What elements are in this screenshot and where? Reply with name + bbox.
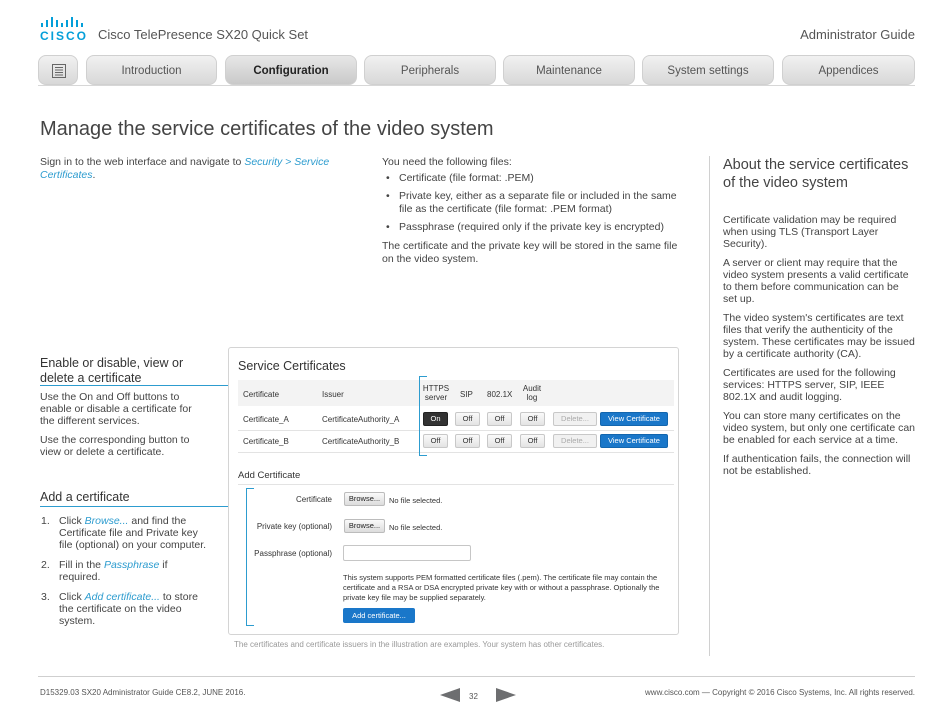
- list-item: • Certificate (file format: .PEM): [382, 172, 682, 185]
- tab-introduction[interactable]: Introduction: [86, 55, 217, 85]
- footer-divider: [38, 676, 915, 677]
- service-toggles-bracket: [419, 376, 427, 456]
- certificate-table: [238, 380, 674, 454]
- sidebar-paragraph: Certificate validation may be required when using TLS (Transport Layer Security).: [723, 214, 897, 250]
- column-header-https-line2: server: [424, 393, 448, 402]
- illustration-caption: The certificates and certificate issuers in the illustration are examples. Your system has other certificates.: [234, 640, 605, 649]
- page-number: 32: [469, 692, 478, 701]
- view-certificate-button[interactable]: View Certificate: [600, 412, 668, 426]
- step-number: 1.: [41, 515, 50, 527]
- column-header-audit-line1: Audit: [522, 384, 542, 393]
- certificate-file-status: No file selected.: [389, 496, 443, 505]
- https-toggle-on-button[interactable]: On: [423, 412, 448, 426]
- page-title: Manage the service certificates of the video system: [40, 118, 494, 140]
- tab-peripherals[interactable]: Peripherals: [364, 55, 496, 85]
- https-toggle-button[interactable]: Off: [423, 434, 448, 448]
- sidebar-paragraph: The video system's certificates are text files that verify the authenticity of the system. These certificates may be issued by a certificate authority (CA).: [723, 312, 915, 360]
- passphrase-link: Passphrase: [103, 559, 160, 571]
- pem-format-note: This system supports PEM formatted certificate files (.pem). The certificate file may contain the certificate and a RSA or DSA encrypted private key with or without a passphrase. Optionally the private key file may be supplied separately.: [343, 573, 660, 602]
- enable-annotation-text: [40, 391, 200, 465]
- step-text: and find the Certificate file and Private key file (optional) on your computer.: [59, 515, 207, 551]
- view-certificate-button[interactable]: View Certificate: [600, 434, 668, 448]
- passphrase-input[interactable]: [343, 545, 471, 561]
- audit-toggle-button[interactable]: Off: [520, 412, 545, 426]
- step-text: to store the certificate on the video system.: [59, 591, 198, 627]
- column-header-issuer: Issuer: [322, 390, 344, 399]
- row-divider: [238, 430, 674, 431]
- list-item: [40, 515, 210, 551]
- column-header-sip: SIP: [460, 390, 473, 399]
- step-number: 3.: [41, 591, 50, 603]
- column-header-8021x: 802.1X: [487, 390, 513, 399]
- intro-navigation-text: [40, 156, 340, 182]
- sidebar-paragraph: Certificates are used for the following services: HTTPS server, SIP, IEEE 802.1X and audit logging.: [723, 367, 896, 403]
- column-header-audit-line2: log: [526, 393, 538, 402]
- files-outro: The certificate and the private key will be stored in the same file on the video system.: [382, 240, 678, 265]
- tab-maintenance[interactable]: Maintenance: [503, 55, 635, 85]
- step-text: Fill in the: [59, 559, 104, 571]
- row-divider: [238, 452, 674, 453]
- private-key-file-status: No file selected.: [389, 523, 443, 532]
- certificate-name: Certificate_B: [243, 437, 289, 446]
- add-certificate-button[interactable]: Add certificate...: [343, 608, 415, 623]
- step-number: 2.: [41, 559, 50, 571]
- browse-private-key-button[interactable]: Browse...: [344, 519, 385, 533]
- dot1x-toggle-button[interactable]: Off: [487, 412, 512, 426]
- column-divider: [709, 156, 710, 656]
- service-certificates-link[interactable]: Security > Service Certificates: [40, 156, 330, 181]
- list-item: [40, 591, 210, 627]
- step-text: Click: [59, 515, 85, 527]
- cisco-logo-text: CISCO: [40, 29, 89, 43]
- contents-menu-button[interactable]: [38, 55, 78, 85]
- add-certificate-heading: Add Certificate: [238, 470, 301, 481]
- sip-toggle-button[interactable]: Off: [455, 412, 480, 426]
- add-annotation-title: Add a certificate: [40, 490, 130, 504]
- column-header-certificate: Certificate: [243, 390, 280, 399]
- previous-page-icon[interactable]: [440, 688, 460, 702]
- private-key-label: Private key (optional): [256, 522, 332, 531]
- browse-certificate-button[interactable]: Browse...: [344, 492, 385, 506]
- intro-prefix: Sign in to the web interface and navigate to: [40, 156, 245, 168]
- dot1x-toggle-button[interactable]: Off: [487, 434, 512, 448]
- annotation-rule: [40, 506, 194, 507]
- certificate-issuer: CertificateAuthority_A: [322, 415, 400, 424]
- audit-toggle-button[interactable]: Off: [520, 434, 545, 448]
- list-item: • Private key, either as a separate file or included in the same file as the certificate (file format: .PEM format): [382, 190, 682, 216]
- files-list: [382, 172, 682, 234]
- cisco-bars-icon: [40, 17, 86, 29]
- column-header-audit: [520, 384, 544, 402]
- panel-title: Service Certificates: [238, 359, 346, 373]
- cisco-logo: [40, 17, 89, 43]
- tab-bar: [38, 55, 915, 85]
- add-steps-list: [40, 515, 210, 635]
- required-files-section: [382, 156, 682, 266]
- sidebar-paragraph: If authentication fails, the connection will not be established.: [723, 453, 911, 477]
- enable-annotation-title: Enable or disable, view or delete a certificate: [40, 356, 184, 385]
- sidebar-paragraph: A server or client may require that the video system presents a valid certificate to them before communication can be set up.: [723, 257, 909, 305]
- sip-toggle-button[interactable]: Off: [455, 434, 480, 448]
- annotation-paragraph: Use the On and Off buttons to enable or disable a certificate for the different services.: [40, 391, 192, 427]
- intro-suffix: .: [92, 169, 96, 181]
- certificate-issuer: CertificateAuthority_B: [322, 437, 400, 446]
- certificate-file-label: Certificate: [295, 495, 332, 504]
- step-text: Click: [59, 591, 85, 603]
- footer-copyright: www.cisco.com — Copyright © 2016 Cisco Systems, Inc. All rights reserved.: [645, 688, 915, 697]
- document-list-icon: [52, 64, 66, 78]
- list-item: [40, 559, 210, 583]
- tab-system-settings[interactable]: System settings: [642, 55, 774, 85]
- sidebar-text: [723, 214, 915, 484]
- table-header: [238, 380, 674, 406]
- section-divider: [238, 484, 674, 485]
- delete-certificate-button[interactable]: Delete...: [553, 412, 597, 426]
- tab-configuration[interactable]: Configuration: [225, 55, 357, 85]
- add-certificate-link: Add certificate...: [84, 591, 160, 603]
- sidebar-paragraph: You can store many certificates on the video system, but only one certificate can be enabled for each service at a time.: [723, 410, 916, 446]
- footer-document-id: D15329.03 SX20 Administrator Guide CE8.2, JUNE 2016.: [40, 688, 246, 697]
- step-text: if required.: [59, 559, 168, 583]
- annotation-paragraph: Use the corresponding button to view or delete a certificate.: [40, 434, 190, 458]
- passphrase-label: Passphrase (optional): [254, 549, 332, 558]
- document-title: Cisco TelePresence SX20 Quick Set: [98, 27, 309, 42]
- next-page-icon[interactable]: [496, 688, 516, 702]
- tab-divider: [38, 85, 915, 86]
- annotation-rule: [40, 385, 194, 386]
- sidebar-title: About the service certificates of the video system: [723, 157, 909, 191]
- certificate-name: Certificate_A: [243, 415, 289, 424]
- list-item: • Passphrase (required only if the private key is encrypted): [382, 221, 682, 234]
- service-certificates-panel: [228, 347, 679, 635]
- delete-certificate-button[interactable]: Delete...: [553, 434, 597, 448]
- files-intro: You need the following files:: [382, 156, 512, 168]
- column-header-https-line1: HTTPS: [422, 384, 450, 393]
- tab-appendices[interactable]: Appendices: [782, 55, 915, 85]
- browse-link: Browse...: [84, 515, 129, 527]
- guide-title: Administrator Guide: [800, 27, 915, 42]
